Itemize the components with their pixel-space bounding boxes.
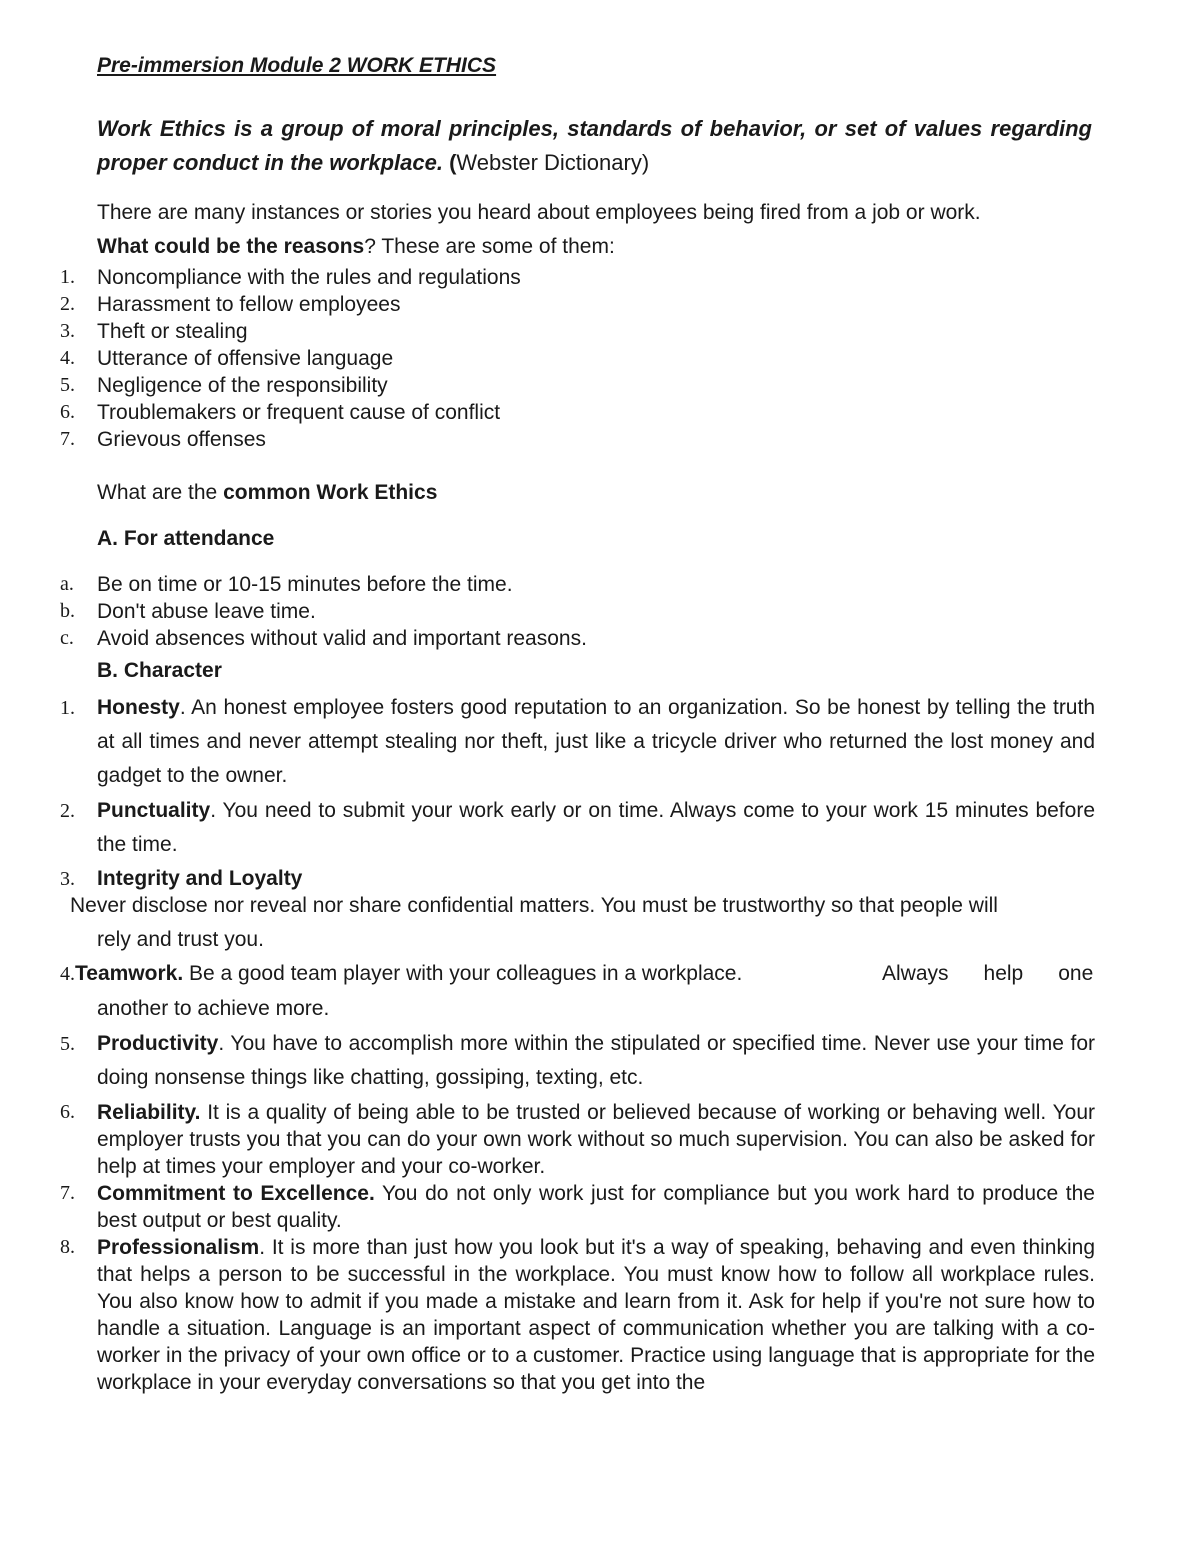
list-item xyxy=(60,598,1100,625)
list-text: Negligence of the responsibility xyxy=(97,374,388,397)
definition-paragraph xyxy=(97,112,1092,180)
item-term: Punctuality xyxy=(97,799,211,822)
list-marker: 3. xyxy=(60,868,75,890)
item-text: . You need to submit your work early or on time. Always come to your work 15 minutes before the time. xyxy=(97,799,1095,856)
list-item xyxy=(60,318,1100,345)
item-body xyxy=(97,794,1095,862)
list-item xyxy=(60,625,1100,652)
list-item xyxy=(60,372,1100,399)
item-term: Honesty xyxy=(97,696,180,719)
list-text: Theft or stealing xyxy=(97,320,248,343)
list-marker: a. xyxy=(60,573,74,595)
character-item-punctuality xyxy=(60,794,1095,862)
list-text: Avoid absences without valid and important reasons. xyxy=(97,627,587,650)
reasons-list xyxy=(60,264,1100,453)
character-item-professionalism xyxy=(60,1234,1095,1396)
list-marker: 2. xyxy=(60,800,75,822)
character-item-teamwork xyxy=(60,957,1095,991)
list-text: Grievous offenses xyxy=(97,428,266,451)
item-body xyxy=(97,1234,1095,1396)
character-item-honesty xyxy=(60,691,1095,793)
item-text: You do not only work just for compliance but you work hard to produce the best output or best quality. xyxy=(97,1182,1095,1232)
definition-text: Work Ethics is a group of moral principles, standards of behavior, or set of values regarding proper conduct in the workplace. xyxy=(97,116,1092,175)
question-text: What are the xyxy=(97,481,224,504)
list-text: Don't abuse leave time. xyxy=(97,600,316,623)
item-body xyxy=(97,1180,1095,1234)
page-title: Pre-immersion Module 2 WORK ETHICS xyxy=(97,54,497,77)
list-marker: 6. xyxy=(60,401,75,423)
item-text: . An honest employee fosters good reputation to an organization. So be honest by telling the truth at all times and never attempt stealing nor theft, just like a tricycle driver who returned the lost money and gadget to the owner. xyxy=(97,696,1095,787)
list-text: Noncompliance with the rules and regulations xyxy=(97,266,521,289)
list-marker: 1. xyxy=(60,697,75,719)
list-marker: 8. xyxy=(60,1236,75,1258)
section-a-heading: A. For attendance xyxy=(97,527,275,550)
integrity-continuation: rely and trust you. xyxy=(97,928,264,951)
list-marker: 6. xyxy=(60,1101,75,1123)
item-text: It is a quality of being able to be trusted or believed because of working or behaving well. Your employer trusts you that you can do your own work without so much supervision. You can also be asked for help at times your employer and your co-worker. xyxy=(97,1101,1095,1178)
section-b-heading: B. Character xyxy=(97,659,222,682)
item-extra: Always help one xyxy=(882,962,1094,985)
list-marker: b. xyxy=(60,600,75,622)
list-marker: 5. xyxy=(60,1033,75,1055)
character-item-commitment xyxy=(60,1180,1095,1234)
item-text: Be a good team player with your colleagues in a workplace. xyxy=(183,962,743,985)
intro-line: There are many instances or stories you heard about employees being fired from a job or work. xyxy=(97,201,981,224)
item-term: Teamwork. xyxy=(75,962,184,985)
list-marker: 7. xyxy=(60,428,75,450)
list-text: Utterance of offensive language xyxy=(97,347,394,370)
intro-rest: ? These are some of them: xyxy=(364,235,615,258)
item-term: Commitment to Excellence. xyxy=(97,1182,375,1205)
list-marker: 7. xyxy=(60,1182,75,1204)
common-ethics-question xyxy=(97,481,437,505)
item-text: . You have to accomplish more within the stipulated or specified time. Never use your time for doing nonsense things like chatting, gossiping, texting, etc. xyxy=(97,1032,1095,1089)
list-item xyxy=(60,571,1100,598)
list-marker: 4. xyxy=(60,347,75,369)
definition-source: Webster Dictionary) xyxy=(456,150,650,175)
list-item xyxy=(60,345,1100,372)
attendance-list xyxy=(60,571,1100,652)
list-marker: c. xyxy=(60,627,74,649)
list-marker: 3. xyxy=(60,320,75,342)
list-marker: 4. xyxy=(60,963,75,985)
character-item-productivity xyxy=(60,1027,1095,1095)
item-text: . It is more than just how you look but it's a way of speaking, behaving and even thinking that helps a person to be successful in the workplace. You must know how to follow all workplace rules. You also know how to admit if you made a mistake and learn from it. Ask for help if you're not sure how to handle a situation. Language is an important aspect of communication whether you are talking with a co-worker in the privacy of your own office or to a customer. Practice using language that is appropriate for the workplace in your everyday conversations so that you get into the xyxy=(97,1236,1095,1394)
item-body xyxy=(97,1099,1095,1180)
list-marker: 2. xyxy=(60,293,75,315)
intro-question: What could be the reasons xyxy=(97,235,365,258)
item-body xyxy=(97,691,1095,793)
list-marker: 1. xyxy=(60,266,75,288)
character-item-reliability xyxy=(60,1099,1095,1180)
intro-paragraph xyxy=(97,196,1092,264)
list-item xyxy=(60,426,1100,453)
item-term: Integrity and Loyalty xyxy=(97,867,303,890)
list-text: Be on time or 10-15 minutes before the time. xyxy=(97,573,513,596)
list-text: Troublemakers or frequent cause of conflict xyxy=(97,401,501,424)
list-marker: 5. xyxy=(60,374,75,396)
question-bold: common Work Ethics xyxy=(223,481,438,504)
item-term: Productivity xyxy=(97,1032,219,1055)
item-term: Professionalism xyxy=(97,1236,260,1259)
list-item xyxy=(60,291,1100,318)
teamwork-continuation: another to achieve more. xyxy=(97,997,330,1020)
list-item xyxy=(60,264,1100,291)
integrity-text: Never disclose nor reveal nor share confidential matters. You must be trustworthy so that people will xyxy=(70,894,998,917)
list-text: Harassment to fellow employees xyxy=(97,293,401,316)
item-body xyxy=(97,1027,1095,1095)
item-term: Reliability. xyxy=(97,1101,201,1124)
definition-paren: ( xyxy=(442,150,457,175)
list-item xyxy=(60,399,1100,426)
